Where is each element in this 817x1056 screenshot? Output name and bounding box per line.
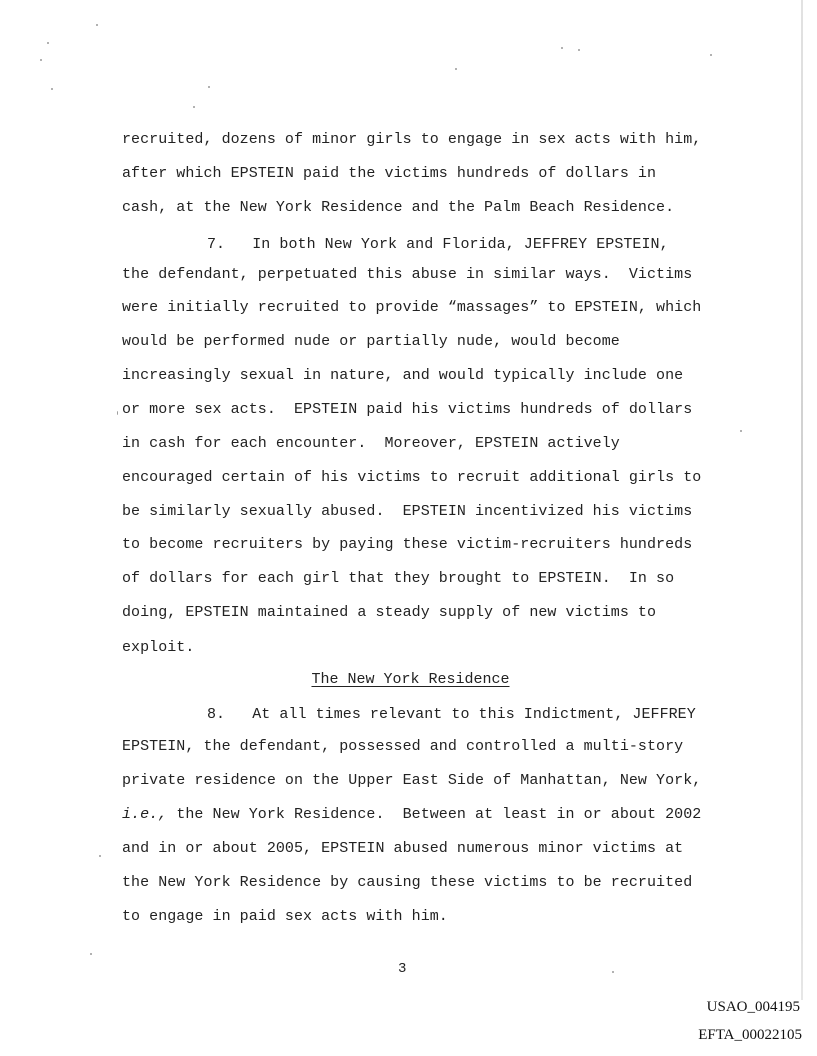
scan-speck	[117, 411, 118, 415]
scan-speck	[561, 47, 563, 49]
text-line: to become recruiters by paying these victim-recruiters hundreds	[122, 536, 693, 553]
paragraph-7-first-line: 7. In both New York and Florida, JEFFREY EPSTEIN,	[207, 236, 669, 253]
scan-speck	[612, 971, 614, 973]
scan-speck	[740, 430, 742, 432]
text-line: of dollars for each girl that they brought to EPSTEIN. In so	[122, 570, 675, 587]
text-line: recruited, dozens of minor girls to engage in sex acts with him,	[122, 131, 702, 148]
scan-speck	[208, 86, 210, 88]
scan-speck	[193, 106, 195, 108]
scan-speck	[47, 42, 49, 44]
text-line: cash, at the New York Residence and the Palm Beach Residence.	[122, 199, 675, 216]
text-line: the New York Residence by causing these victims to be recruited	[122, 874, 693, 891]
scan-speck	[90, 953, 92, 955]
text-line: to engage in paid sex acts with him.	[122, 908, 448, 925]
scan-speck	[96, 24, 98, 26]
text-line: the defendant, perpetuated this abuse in similar ways. Victims	[122, 266, 693, 283]
scan-speck	[578, 49, 580, 51]
text-line: encouraged certain of his victims to recruit additional girls to	[122, 469, 702, 486]
scan-speck	[99, 855, 101, 857]
bates-efta: EFTA_00022105	[698, 1027, 802, 1043]
text-line: were initially recruited to provide “massages” to EPSTEIN, which	[122, 299, 702, 316]
scan-speck	[455, 68, 457, 70]
scan-speck	[40, 59, 42, 61]
scan-speck	[710, 54, 712, 56]
text-line: private residence on the Upper East Side of Manhattan, New York,	[122, 772, 702, 789]
text-line: and in or about 2005, EPSTEIN abused numerous minor victims at	[122, 840, 684, 857]
text-line: exploit.	[122, 639, 195, 656]
text-line: be similarly sexually abused. EPSTEIN incentivized his victims	[122, 503, 693, 520]
text-line: EPSTEIN, the defendant, possessed and controlled a multi-story	[122, 738, 684, 755]
text-line: increasingly sexual in nature, and would typically include one	[122, 367, 684, 384]
section-heading	[0, 670, 817, 688]
text-line	[122, 806, 701, 824]
italic-ie: i.e.,	[122, 806, 168, 823]
page-number: 3	[398, 961, 407, 977]
text-line-rest: the New York Residence. Between at least in or about 2002	[167, 806, 702, 823]
text-line: or more sex acts. EPSTEIN paid his victims hundreds of dollars	[122, 401, 693, 418]
text-line: would be performed nude or partially nude, would become	[122, 333, 620, 350]
bates-usao: USAO_004195	[706, 999, 800, 1015]
section-heading-text: The New York Residence	[311, 671, 510, 688]
text-line: after which EPSTEIN paid the victims hundreds of dollars in	[122, 165, 657, 182]
scan-speck	[51, 88, 53, 90]
scan-edge-line	[801, 0, 803, 1000]
text-line: in cash for each encounter. Moreover, EPSTEIN actively	[122, 435, 620, 452]
text-line: doing, EPSTEIN maintained a steady supply of new victims to	[122, 604, 657, 621]
paragraph-8-first-line: 8. At all times relevant to this Indictment, JEFFREY	[207, 706, 696, 723]
